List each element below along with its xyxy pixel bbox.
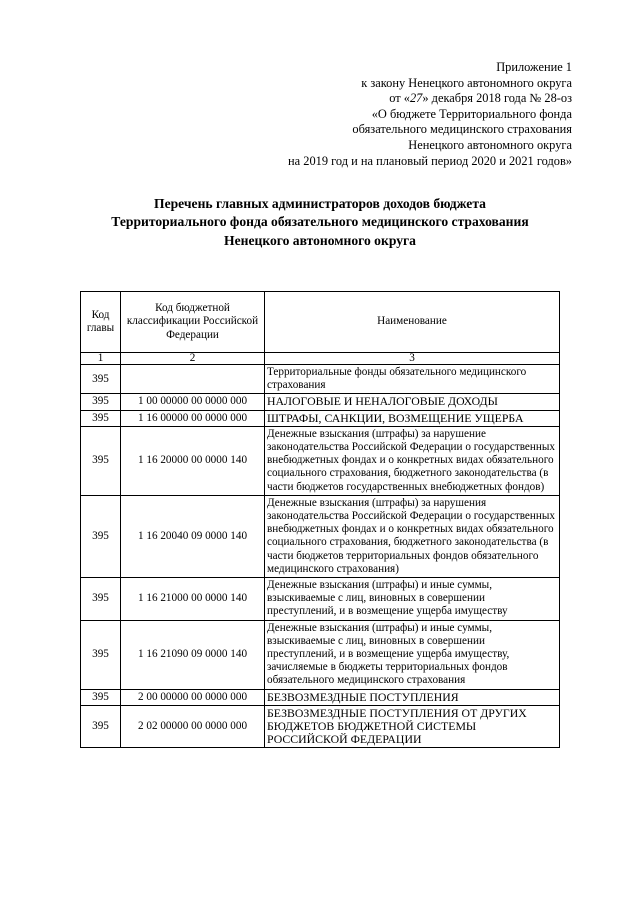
- chapter-code-cell: 395: [81, 705, 121, 748]
- name-cell: Территориальные фонды обязательного медицинского страхования: [265, 365, 560, 394]
- chapter-code-cell: 395: [81, 426, 121, 495]
- appendix-law-title-1: «О бюджете Территориального фонда: [371, 106, 572, 121]
- kbk-code-cell: [121, 365, 265, 394]
- appendix-law-reference: к закону Ненецкого автономного округа: [361, 75, 572, 90]
- appendix-date-day: 27: [409, 91, 423, 106]
- table-row: [81, 365, 560, 394]
- table-header-row: [81, 292, 560, 353]
- title-line-2: Территориального фонда обязательного медицинского страхования: [111, 214, 529, 230]
- appendix-date-suffix: » декабря 2018 года № 28-оз: [422, 91, 572, 106]
- kbk-code-cell: 1 16 21090 09 0000 140: [121, 620, 265, 689]
- table-row: [81, 620, 560, 689]
- name-cell: Денежные взыскания (штрафы) и иные суммы, взыскиваемые с лиц, виновных в совершении преступлений, и в возмещение ущерба имуществу, зачисляемые в бюджеты территориальных фондов обязательного медицинского страхования: [265, 620, 560, 689]
- kbk-code-cell: 1 16 00000 00 0000 000: [121, 410, 265, 426]
- kbk-code-cell: 1 16 20040 09 0000 140: [121, 495, 265, 577]
- title-line-3: Ненецкого автономного округа: [224, 232, 416, 248]
- column-number: 2: [121, 353, 265, 365]
- appendix-law-title-3: Ненецкого автономного округа: [408, 137, 572, 152]
- appendix-date-prefix: от «: [389, 91, 410, 106]
- name-cell: БЕЗВОЗМЕЗДНЫЕ ПОСТУПЛЕНИЯ ОТ ДРУГИХ БЮДЖЕТОВ БЮДЖЕТНОЙ СИСТЕМЫ РОССИЙСКОЙ ФЕДЕРАЦИИ: [265, 705, 560, 748]
- kbk-code-cell: 1 16 21000 00 0000 140: [121, 578, 265, 621]
- table-row: [81, 689, 560, 705]
- chapter-code-cell: 395: [81, 689, 121, 705]
- name-cell: ШТРАФЫ, САНКЦИИ, ВОЗМЕЩЕНИЕ УЩЕРБА: [265, 410, 560, 426]
- kbk-code-cell: 2 02 00000 00 0000 000: [121, 705, 265, 748]
- chapter-code-cell: 395: [81, 394, 121, 410]
- table-row: [81, 705, 560, 748]
- table-row: [81, 394, 560, 410]
- table-row: [81, 410, 560, 426]
- header-chapter-code: Код главы: [81, 292, 121, 353]
- kbk-code-cell: 2 00 00000 00 0000 000: [121, 689, 265, 705]
- appendix-number: Приложение 1: [496, 60, 572, 74]
- chapter-code-cell: 395: [81, 365, 121, 394]
- name-cell: Денежные взыскания (штрафы) и иные суммы, взыскиваемые с лиц, виновных в совершении преступлений, и в возмещение ущерба имуществу: [265, 578, 560, 621]
- document-title: [60, 195, 580, 250]
- table-column-numbers-row: [81, 353, 560, 365]
- appendix-block: [242, 60, 572, 169]
- administrators-table: [80, 291, 560, 748]
- header-name: Наименование: [265, 292, 560, 353]
- chapter-code-cell: 395: [81, 578, 121, 621]
- name-cell: НАЛОГОВЫЕ И НЕНАЛОГОВЫЕ ДОХОДЫ: [265, 394, 560, 410]
- name-cell: Денежные взыскания (штрафы) за нарушения законодательства Российской Федерации о государственных внебюджетных фондах и о конкретных видах обязательного социального страхования, бюджетного законодательства (в части бюджетов территориальных фондов обязательного медицинского страхования): [265, 495, 560, 577]
- appendix-law-title-2: обязательного медицинского страхования: [352, 122, 572, 137]
- name-cell: Денежные взыскания (штрафы) за нарушение законодательства Российской Федерации о государственных внебюджетных фондах и о конкретных видах обязательного социального страхования, бюджетного законодательства (в части бюджетов государственных внебюджетных фондов): [265, 426, 560, 495]
- kbk-code-cell: 1 16 20000 00 0000 140: [121, 426, 265, 495]
- header-kbk-code: Код бюджетной классификации Российской Федерации: [121, 292, 265, 353]
- table-row: [81, 426, 560, 495]
- chapter-code-cell: 395: [81, 495, 121, 577]
- chapter-code-cell: 395: [81, 410, 121, 426]
- column-number: 3: [265, 353, 560, 365]
- name-cell: БЕЗВОЗМЕЗДНЫЕ ПОСТУПЛЕНИЯ: [265, 689, 560, 705]
- appendix-date-line: [242, 91, 572, 107]
- column-number: 1: [81, 353, 121, 365]
- appendix-law-title-4: на 2019 год и на плановый период 2020 и 2021 годов»: [288, 153, 572, 168]
- table-row: [81, 578, 560, 621]
- title-line-1: Перечень главных администраторов доходов бюджета: [154, 196, 486, 211]
- table-row: [81, 495, 560, 577]
- kbk-code-cell: 1 00 00000 00 0000 000: [121, 394, 265, 410]
- chapter-code-cell: 395: [81, 620, 121, 689]
